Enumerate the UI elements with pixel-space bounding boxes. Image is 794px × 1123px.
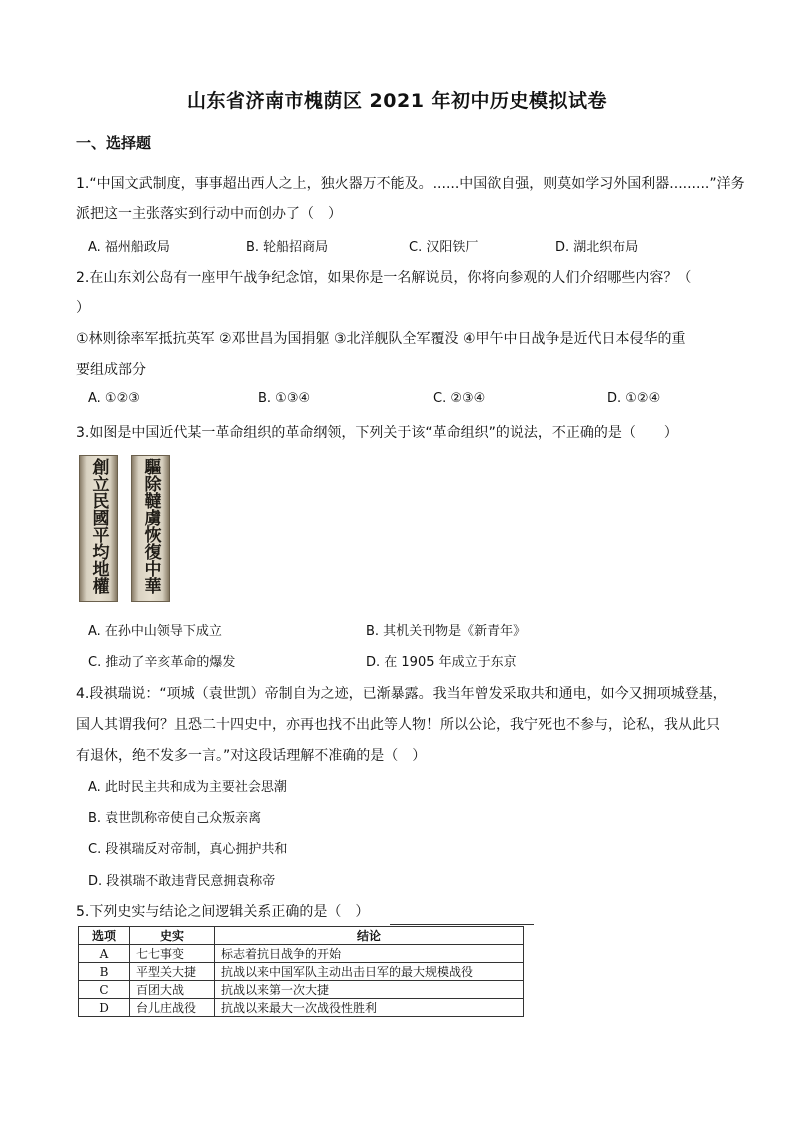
q4-stem-line1: 4.段祺瑞说：“项城（袁世凯）帝制自为之迹，已渐暴露。我当年曾发采取共和通电，如今又拥项城登基， (76, 686, 727, 702)
scroll-left-text: 創立民國平均地權 (88, 458, 109, 594)
q4-stem-line3: 有退休，绝不发多一言。”对这段话理解不准确的是（ ） (76, 748, 427, 764)
table-header-fact: 史实 (130, 927, 215, 945)
table-cell-conclusion: 抗战以来最大一次战役性胜利 (215, 999, 524, 1017)
scroll-image-left (79, 455, 118, 602)
table-row (79, 999, 524, 1017)
scroll-image-right (131, 455, 170, 602)
q3-option-c: C. 推动了辛亥革命的爆发 (88, 655, 236, 670)
q2-option-c: C. ②③④ (433, 391, 486, 406)
q3-option-d: D. 在 1905 年成立于东京 (366, 655, 517, 670)
q3-option-b: B. 其机关刊物是《新青年》 (366, 624, 527, 639)
q2-option-b: B. ①③④ (258, 391, 311, 406)
q2-stem-line4: 要组成部分 (76, 362, 146, 378)
table-cell-conclusion: 抗战以来第一次大捷 (215, 981, 524, 999)
table-cell-option: B (79, 963, 130, 981)
table-cell-fact: 平型关大捷 (130, 963, 215, 981)
q5-stem-line1: 5.下列史实与结论之间逻辑关系正确的是（ ） (76, 904, 370, 920)
table-cell-conclusion: 抗战以来中国军队主动出击日军的最大规模战役 (215, 963, 524, 981)
q4-option-a: A. 此时民主共和成为主要社会思潮 (88, 780, 287, 795)
table-cell-option: D (79, 999, 130, 1017)
q2-stem-line3: ①林则徐率军抵抗英军 ②邓世昌为国捐躯 ③北洋舰队全军覆没 ④甲午中日战争是近代日本侵华的重 (76, 331, 686, 347)
q2-stem-line2: ） (76, 300, 90, 316)
table-row (79, 963, 524, 981)
table-header-row (79, 927, 524, 945)
q1-option-d: D. 湖北织布局 (555, 240, 639, 255)
table-cell-fact: 百团大战 (130, 981, 215, 999)
q4-option-c: C. 段祺瑞反对帝制，真心拥护共和 (88, 842, 288, 857)
table-cell-fact: 台儿庄战役 (130, 999, 215, 1017)
q2-option-d: D. ①②④ (607, 391, 661, 406)
table-scan-rule (390, 924, 534, 925)
q5-table (78, 926, 524, 1017)
q4-stem-line2: 国人其谓我何？且恐二十四史中，亦再也找不出此等人物！所以公论，我宁死也不参与，论私，我从此只 (76, 717, 720, 733)
q1-stem-line1: 1.“中国文武制度，事事超出西人之上，独火器万不能及。......中国欲自强，则莫如学习外国利器.........”洋务 (76, 176, 745, 192)
exam-title: 山东省济南市槐荫区 2021 年初中历史模拟试卷 (186, 90, 608, 112)
table-header-option: 选项 (79, 927, 130, 945)
q3-stem-line1: 3.如图是中国近代某一革命组织的革命纲领，下列关于该“革命组织”的说法，不正确的是（ ） (76, 425, 678, 441)
q4-option-d: D. 段祺瑞不敢违背民意拥袁称帝 (88, 874, 276, 889)
q2-stem-line1: 2.在山东刘公岛有一座甲午战争纪念馆，如果你是一名解说员，你将向参观的人们介绍哪些内容？（ (76, 270, 692, 286)
table-row (79, 981, 524, 999)
section-heading: 一、选择题 (76, 134, 152, 152)
q1-stem-line2: 派把这一主张落实到行动中而创办了（ ） (76, 206, 342, 222)
table-header-conclusion: 结论 (215, 927, 524, 945)
q1-option-c: C. 汉阳铁厂 (409, 240, 479, 255)
q3-option-a: A. 在孙中山领导下成立 (88, 624, 222, 639)
table-cell-conclusion: 标志着抗日战争的开始 (215, 945, 524, 963)
table-row (79, 945, 524, 963)
q4-option-b: B. 袁世凯称帝使自己众叛亲离 (88, 811, 262, 826)
table-cell-option: A (79, 945, 130, 963)
q1-option-b: B. 轮船招商局 (246, 240, 329, 255)
table-cell-fact: 七七事变 (130, 945, 215, 963)
table-cell-option: C (79, 981, 130, 999)
q2-option-a: A. ①②③ (88, 391, 140, 406)
q1-option-a: A. 福州船政局 (88, 240, 170, 255)
scroll-right-text: 驅除韃虜恢復中華 (140, 458, 161, 594)
